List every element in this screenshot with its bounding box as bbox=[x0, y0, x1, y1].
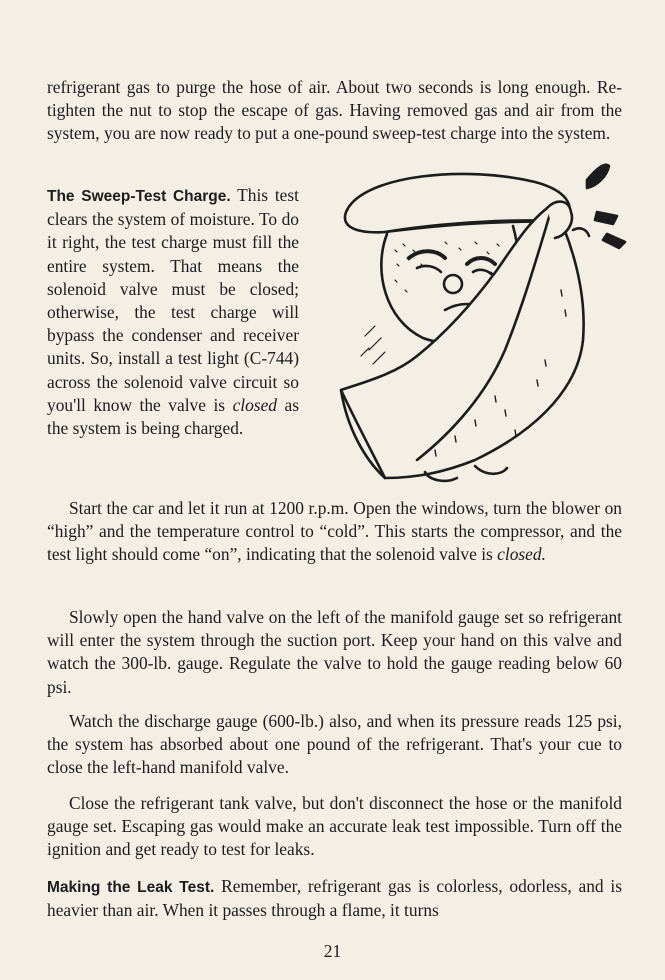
paragraph-purge: refrigerant gas to purge the hose of air. About two seconds is long enough. Re-tighten the nut to stop the escape of gas. Having removed gas and air from the system, you are now ready to put a one-pound sweep-test charge into the system. bbox=[47, 77, 622, 144]
page-number: 21 bbox=[323, 941, 342, 961]
drop-icon bbox=[587, 165, 609, 188]
paragraph-discharge-gauge: Watch the discharge gauge (600-lb.) also, and when its pressure reads 125 psi, the system has absorbed about one pound of the refrigerant. That's your cue to close the left-hand manifold valve. bbox=[47, 711, 622, 778]
sweep-body-b: as the system is being charged. bbox=[47, 394, 299, 439]
heading-sweep-test: The Sweep-Test Charge. bbox=[47, 188, 231, 205]
cartoon-towel-illustration bbox=[325, 160, 637, 490]
paragraph-leak-test bbox=[47, 875, 622, 922]
paragraph-hand-valve: Slowly open the hand valve on the left of the manifold gauge set so refrigerant will enter the system through the suction port. Keep your hand on this valve and watch the 300-lb. gauge. Regulate the valve to hold the gauge reading below 60 psi. bbox=[47, 607, 622, 697]
sweep-body-a: This test clears the system of moisture. To do it right, the test charge must fill the entire system. That means the solenoid valve must be closed; otherwise, the test charge will bypass the condenser and receiver units. So, install a test light (C-744) across the solenoid valve circuit so you'll know the valve is bbox=[47, 185, 299, 415]
paragraph-sweep-test bbox=[47, 184, 299, 440]
paragraph-tank-valve: Close the refrigerant tank valve, but don't disconnect the hose or the manifold gauge set. Escaping gas would make an accurate leak test impossible. Turn off the ignition and get ready to test for leaks. bbox=[47, 793, 622, 860]
leak-test-body: Remember, refrigerant gas is colorless, odorless, and is heavier than air. When it passes through a flame, it turns bbox=[47, 876, 623, 921]
sweep-emphasis: closed bbox=[232, 394, 277, 415]
start-car-text: Start the car and let it run at 1200 r.p.m. Open the windows, turn the blower on “high” and the temperature control to “cold”. This starts the compressor, and the test light should come “on”, indicating that the solenoid valve is bbox=[47, 498, 622, 565]
heading-leak-test: Making the Leak Test. bbox=[47, 879, 215, 896]
paragraph-start-car bbox=[47, 497, 622, 567]
start-car-emphasis: closed. bbox=[497, 544, 546, 565]
